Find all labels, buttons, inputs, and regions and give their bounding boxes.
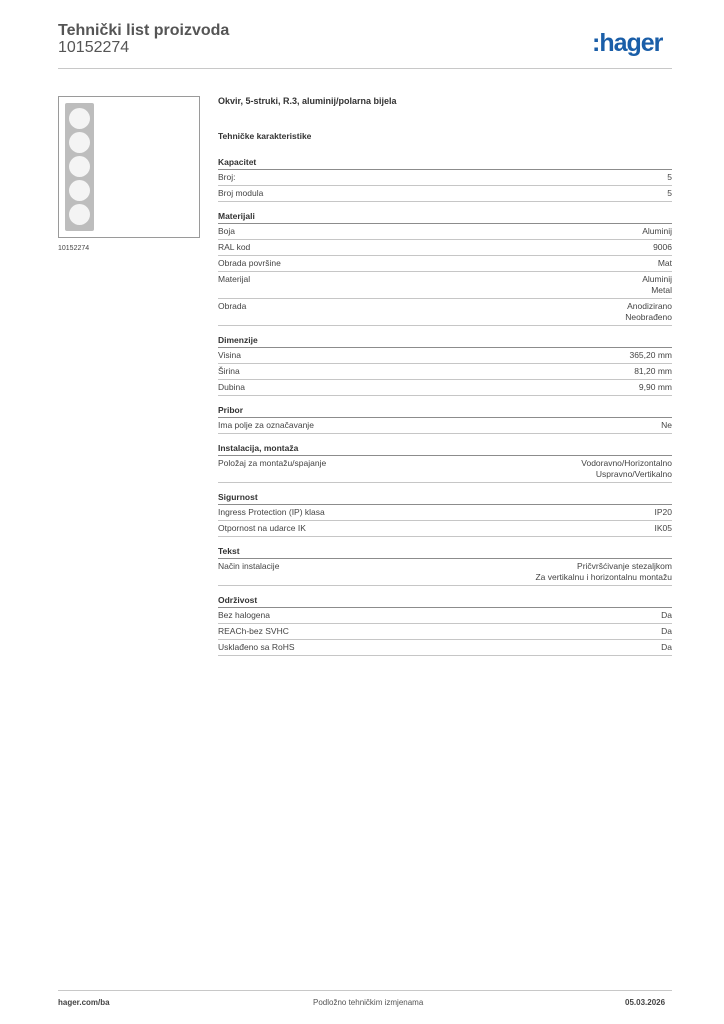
spec-value [535,561,672,583]
spec-value-line: Uspravno/Vertikalno [595,469,672,479]
spec-value-line: 81,20 mm [634,366,672,376]
section-title: Sigurnost [218,492,672,505]
spec-row [218,170,672,186]
spec-label: Boja [218,226,236,236]
spec-value [661,626,672,637]
spec-value [629,350,672,361]
spec-label: Ingress Protection (IP) klasa [218,507,325,517]
footer-date: 05.03.2026 [625,998,666,1007]
spec-value [625,301,672,323]
spec-row [218,456,672,483]
spec-row [218,380,672,396]
spec-row [218,559,672,586]
spec-value [655,507,673,518]
spec-value-line: Aluminij [642,226,672,236]
spec-section [218,335,672,396]
spec-label: Način instalacije [218,561,280,571]
spec-section [218,492,672,537]
tech-heading: Tehničke karakteristike [218,131,312,141]
spec-label: Položaj za montažu/spajanje [218,458,327,468]
header-divider [58,68,672,69]
section-title: Pribor [218,405,672,418]
section-title: Dimenzije [218,335,672,348]
spec-value-line: Metal [651,285,672,295]
spec-section [218,405,672,434]
section-title: Instalacija, montaža [218,443,672,456]
spec-value-line: Anodizirano [627,301,672,311]
spec-value-line: Neobrađeno [625,312,672,322]
spec-row [218,640,672,656]
spec-label: Visina [218,350,241,360]
section-title: Održivost [218,595,672,608]
spec-value-line: Mat [657,258,672,268]
frame-opening [69,156,90,177]
spec-row [218,608,672,624]
spec-value-line: Pričvršćivanje stezaljkom [577,561,672,571]
product-code: 10152274 [58,39,130,56]
spec-label: Usklađeno sa RoHS [218,642,295,652]
spec-label: Broj: [218,172,236,182]
frame-opening [69,132,90,153]
spec-value [642,274,672,296]
spec-row [218,299,672,326]
spec-section [218,157,672,202]
spec-label: Obrada površine [218,258,281,268]
logo-text: :hager [592,29,663,57]
spec-row [218,186,672,202]
frame-plate [65,103,94,231]
image-caption: 10152274 [58,245,90,252]
section-title: Materijali [218,211,672,224]
spec-value [581,458,672,480]
spec-row [218,624,672,640]
spec-value-line: Vodoravno/Horizontalno [581,458,672,468]
spec-value-line: IK05 [654,523,672,533]
spec-value [661,642,672,653]
frame-opening [69,180,90,201]
spec-value-line: 5 [667,188,672,198]
spec-value [661,420,672,431]
spec-value-line: Ne [661,420,672,430]
product-image [58,96,200,238]
spec-row [218,418,672,434]
footer-note: Podložno tehničkim izmjenama [313,998,424,1007]
spec-value-line: 365,20 mm [629,350,672,360]
spec-value [667,188,672,199]
spec-row [218,364,672,380]
spec-value [655,523,673,534]
spec-value-line: 5 [667,172,672,182]
hager-logo [592,28,676,58]
spec-value-line: Da [661,642,672,652]
spec-section [218,595,672,656]
spec-label: Bez halogena [218,610,270,620]
spec-row [218,521,672,537]
spec-row [218,240,672,256]
spec-section [218,443,672,483]
spec-label: Otpornost na udarce IK [218,523,306,533]
spec-row [218,272,672,299]
spec-value-line: Za vertikalnu i horizontalnu montažu [535,572,672,582]
spec-label: Materijal [218,274,251,284]
spec-row [218,505,672,521]
section-title: Tekst [218,546,672,559]
spec-row [218,256,672,272]
spec-label: Obrada [218,301,247,311]
spec-label: Broj modula [218,188,264,198]
spec-value-line: Da [661,610,672,620]
spec-label: Dubina [218,382,245,392]
spec-value [661,610,672,621]
spec-label: REACh-bez SVHC [218,626,289,636]
spec-value [634,366,672,377]
spec-value-line: 9006 [653,242,672,252]
spec-value-line: 9,90 mm [638,382,672,392]
product-name: Okvir, 5-struki, R.3, aluminij/polarna bijela [218,96,397,106]
frame-opening [69,108,90,129]
footer-website[interactable]: hager.com/ba [58,998,110,1007]
spec-value [653,242,672,253]
spec-section [218,211,672,326]
spec-row [218,224,672,240]
frame-opening [69,204,90,225]
spec-value-line: Aluminij [642,274,672,284]
spec-label: Ima polje za označavanje [218,420,314,430]
spec-value [639,382,672,393]
spec-section [218,546,672,586]
specs-table [218,157,672,665]
section-title: Kapacitet [218,157,672,170]
spec-row [218,348,672,364]
page-title: Tehnički list proizvoda [58,22,230,39]
footer-divider [58,990,672,991]
spec-value-line: Da [661,626,672,636]
spec-value-line: IP20 [654,507,672,517]
spec-label: RAL kod [218,242,251,252]
spec-value [642,226,672,237]
spec-label: Širina [218,366,240,376]
spec-value [667,172,672,183]
spec-value [658,258,672,269]
